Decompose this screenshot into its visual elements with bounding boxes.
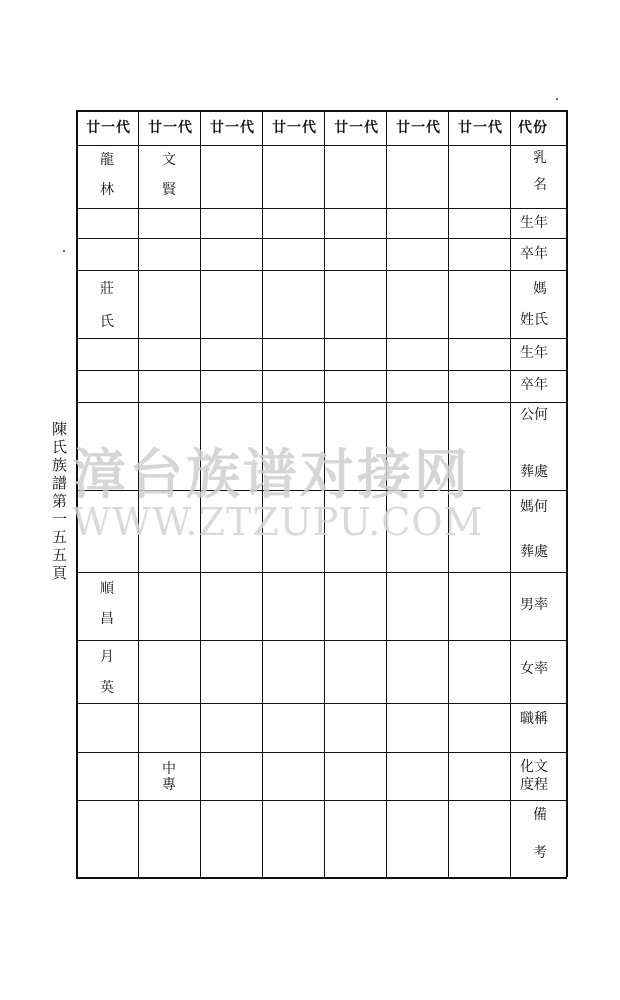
row-label-birth: 生年 (520, 215, 548, 231)
row-label-mother: 姓氏 (520, 312, 548, 328)
row-label-daughters: 女率 (520, 661, 548, 677)
mother-surname: 氏 (100, 314, 114, 330)
person-name: 龍 (100, 152, 114, 168)
table-hline (76, 338, 567, 339)
page-caption (52, 420, 67, 582)
table-hline (76, 703, 567, 704)
row-label-name: 乳 (533, 150, 547, 166)
table-hline (76, 110, 567, 112)
table-vline (510, 110, 511, 877)
person-name: 文 (162, 152, 176, 168)
table-hline (76, 238, 567, 239)
row-label-sons: 男率 (520, 597, 548, 613)
person-name: 林 (100, 182, 114, 198)
row-label-education: 度程 (520, 777, 548, 793)
table-hline (76, 572, 567, 573)
generation-label: 廿一代 (148, 120, 193, 136)
generation-label: 廿一代 (458, 120, 503, 136)
generation-label: 廿一代 (334, 120, 379, 136)
table-hline (76, 208, 567, 209)
header-label: 代份 (518, 120, 548, 136)
table-hline (76, 370, 567, 371)
table-hline (76, 270, 567, 271)
row-label-mother-grave: 葬處 (520, 544, 548, 560)
row-label-title: 職稱 (520, 711, 548, 727)
son-name: 順 (100, 581, 114, 597)
generation-label: 廿一代 (86, 120, 131, 136)
table-hline (76, 800, 567, 801)
row-label-death: 卒年 (520, 246, 548, 262)
row-label-mother-birth: 生年 (520, 345, 548, 361)
daughter-name: 月 (100, 649, 114, 665)
row-label-education: 化文 (520, 759, 548, 775)
son-name: 昌 (100, 611, 114, 627)
row-label-remarks: 備 (533, 807, 547, 823)
education-level: 專 (162, 777, 176, 793)
row-label-father-grave: 公何 (520, 407, 548, 423)
table-hline (76, 752, 567, 753)
page-caption-text: 陳 氏 族 譜 第 一 五 五 頁 (52, 420, 68, 582)
row-label-remarks: 考 (533, 845, 547, 861)
table-vline (566, 110, 568, 877)
mother-surname: 莊 (100, 281, 114, 297)
table-hline (76, 145, 567, 146)
row-label-mother: 媽 (533, 281, 547, 297)
row-label-father-grave: 葬處 (520, 464, 548, 480)
watermark-chinese: 漳台族谱对接网 (72, 442, 471, 506)
watermark-url: WWW.ZTZUPU.COM (72, 500, 484, 544)
person-name: 賢 (162, 182, 176, 198)
scan-speck (556, 98, 558, 100)
table-hline (76, 640, 567, 641)
row-label-mother-death: 卒年 (520, 377, 548, 393)
daughter-name: 英 (100, 680, 114, 696)
education-level: 中 (162, 761, 176, 777)
scan-speck (63, 250, 65, 252)
table-hline (76, 877, 567, 879)
generation-label: 廿一代 (272, 120, 317, 136)
row-label-name: 名 (533, 177, 547, 193)
table-hline (76, 402, 567, 403)
generation-label: 廿一代 (210, 120, 255, 136)
row-label-mother-grave: 媽何 (520, 499, 548, 515)
generation-label: 廿一代 (396, 120, 441, 136)
